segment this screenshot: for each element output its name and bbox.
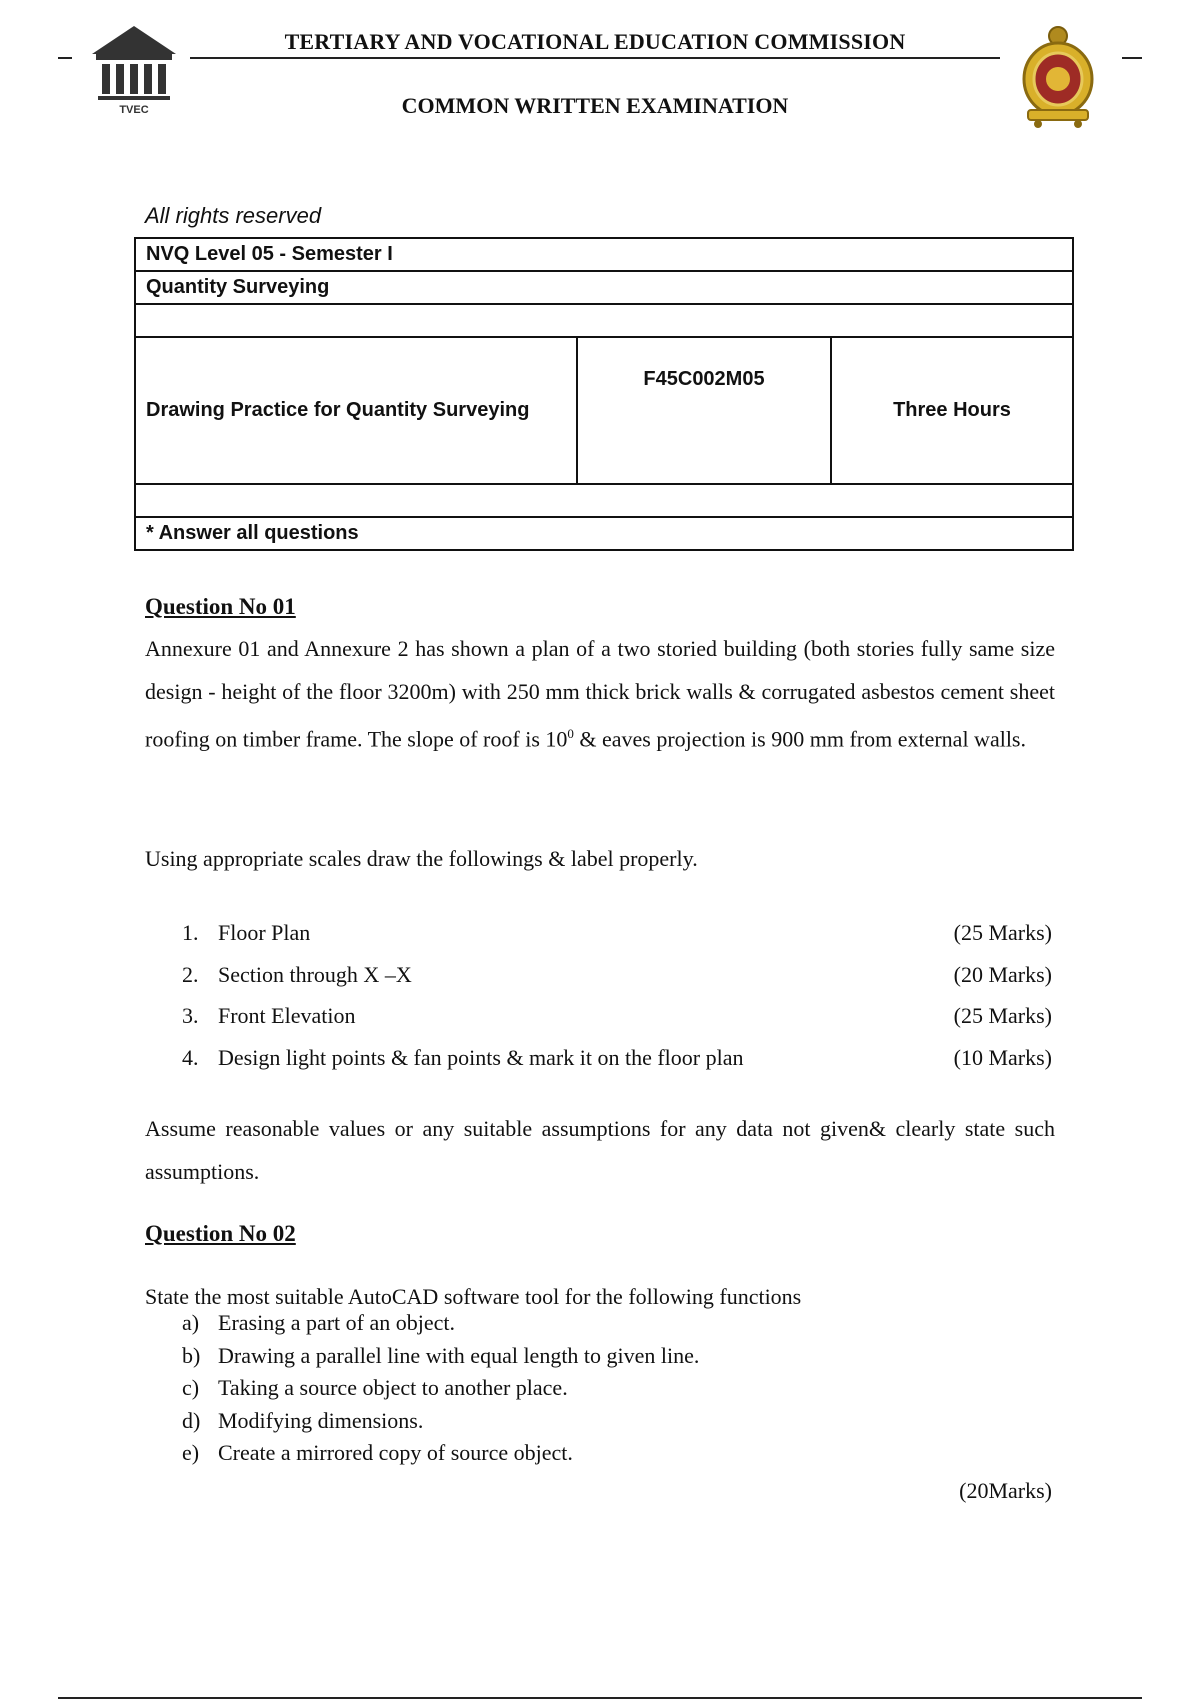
exam-info-table [134,237,1074,551]
item-marks: (25 Marks) [953,1003,1052,1028]
question-2-heading: Question No 02 [145,1221,296,1246]
item-text: Taking a source object to another place. [218,1375,568,1400]
header-rule [190,57,1000,59]
item-label: d) [182,1407,201,1433]
list-item [182,1440,982,1473]
tvec-logo-text: TVEC [119,104,149,116]
question-2-list [182,1310,982,1473]
instruction-cell: * Answer all questions [135,517,1073,550]
item-number: 2. [182,961,199,987]
list-item [182,920,1052,962]
footer-rule [58,1697,1142,1699]
empty-row [135,304,1073,337]
item-text: Create a mirrored copy of source object. [218,1440,573,1465]
item-marks: (10 Marks) [953,1044,1052,1070]
list-item [182,962,1052,1004]
item-text: Modifying dimensions. [218,1407,424,1433]
degree-superscript: 0 [567,726,574,741]
empty-row [135,484,1073,517]
item-marks: (25 Marks) [953,920,1052,945]
header-rule-left [58,57,72,59]
item-text: Erasing a part of an object. [218,1310,456,1335]
question-2-marks: (20Marks) [959,1478,1052,1503]
item-number: 4. [182,1044,199,1070]
item-label: b) [182,1342,201,1368]
list-item [182,1310,982,1343]
item-text: Floor Plan [218,920,311,945]
item-number: 3. [182,1003,199,1028]
subject-cell: Drawing Practice for Quantity Surveying [135,337,577,484]
tvec-building-logo-icon [88,24,180,116]
duration-cell: Three Hours [831,337,1073,484]
rights-notice: All rights reserved [145,203,322,228]
item-label: e) [182,1440,200,1465]
commission-title: TERTIARY AND VOCATIONAL EDUCATION COMMISSION [284,29,906,54]
question-1-instruction: Using appropriate scales draw the followings & label properly. [145,846,698,871]
list-item [182,1408,982,1441]
level-cell: NVQ Level 05 - Semester I [135,238,1073,271]
item-label: c) [182,1375,200,1400]
item-text: Front Elevation [218,1003,356,1028]
exam-title: COMMON WRITTEN EXAMINATION [401,93,789,118]
list-item [182,1343,982,1376]
question-1-list [182,920,1052,1086]
item-text: Drawing a parallel line with equal length to given line. [218,1342,700,1368]
item-text: Design light points & fan points & mark it on the floor plan [218,1044,744,1070]
question-1-text: Annexure 01 and Annexure 2 has shown a plan of a two storied building (both stories fully same size design - height of the floor 3200m) with 250 mm thick brick walls & corrugated asbestos cement sheet roofing on timber frame. The slope of roof is 10 [145,636,1055,752]
field-cell: Quantity Surveying [135,271,1073,304]
question-1-heading: Question No 01 [145,594,296,619]
item-number: 1. [182,920,199,945]
sri-lanka-emblem-icon [1018,24,1098,128]
list-item [182,1375,982,1408]
module-code-cell: F45C002M05 [577,337,831,484]
item-marks: (20 Marks) [953,961,1052,987]
question-2-intro: State the most suitable AutoCAD software tool for the following functions [145,1284,802,1309]
list-item [182,1003,1052,1045]
item-text: Section through X –X [218,961,412,987]
header-rule-right [1122,57,1142,59]
item-label: a) [182,1310,200,1335]
question-1-paragraph [145,628,1055,761]
question-1-note: Assume reasonable values or any suitable assumptions for any data not given& clearly state such assumptions. [145,1116,1055,1184]
question-1-text-end: & eaves projection is 900 mm from external walls. [573,726,1026,752]
list-item [182,1045,1052,1087]
